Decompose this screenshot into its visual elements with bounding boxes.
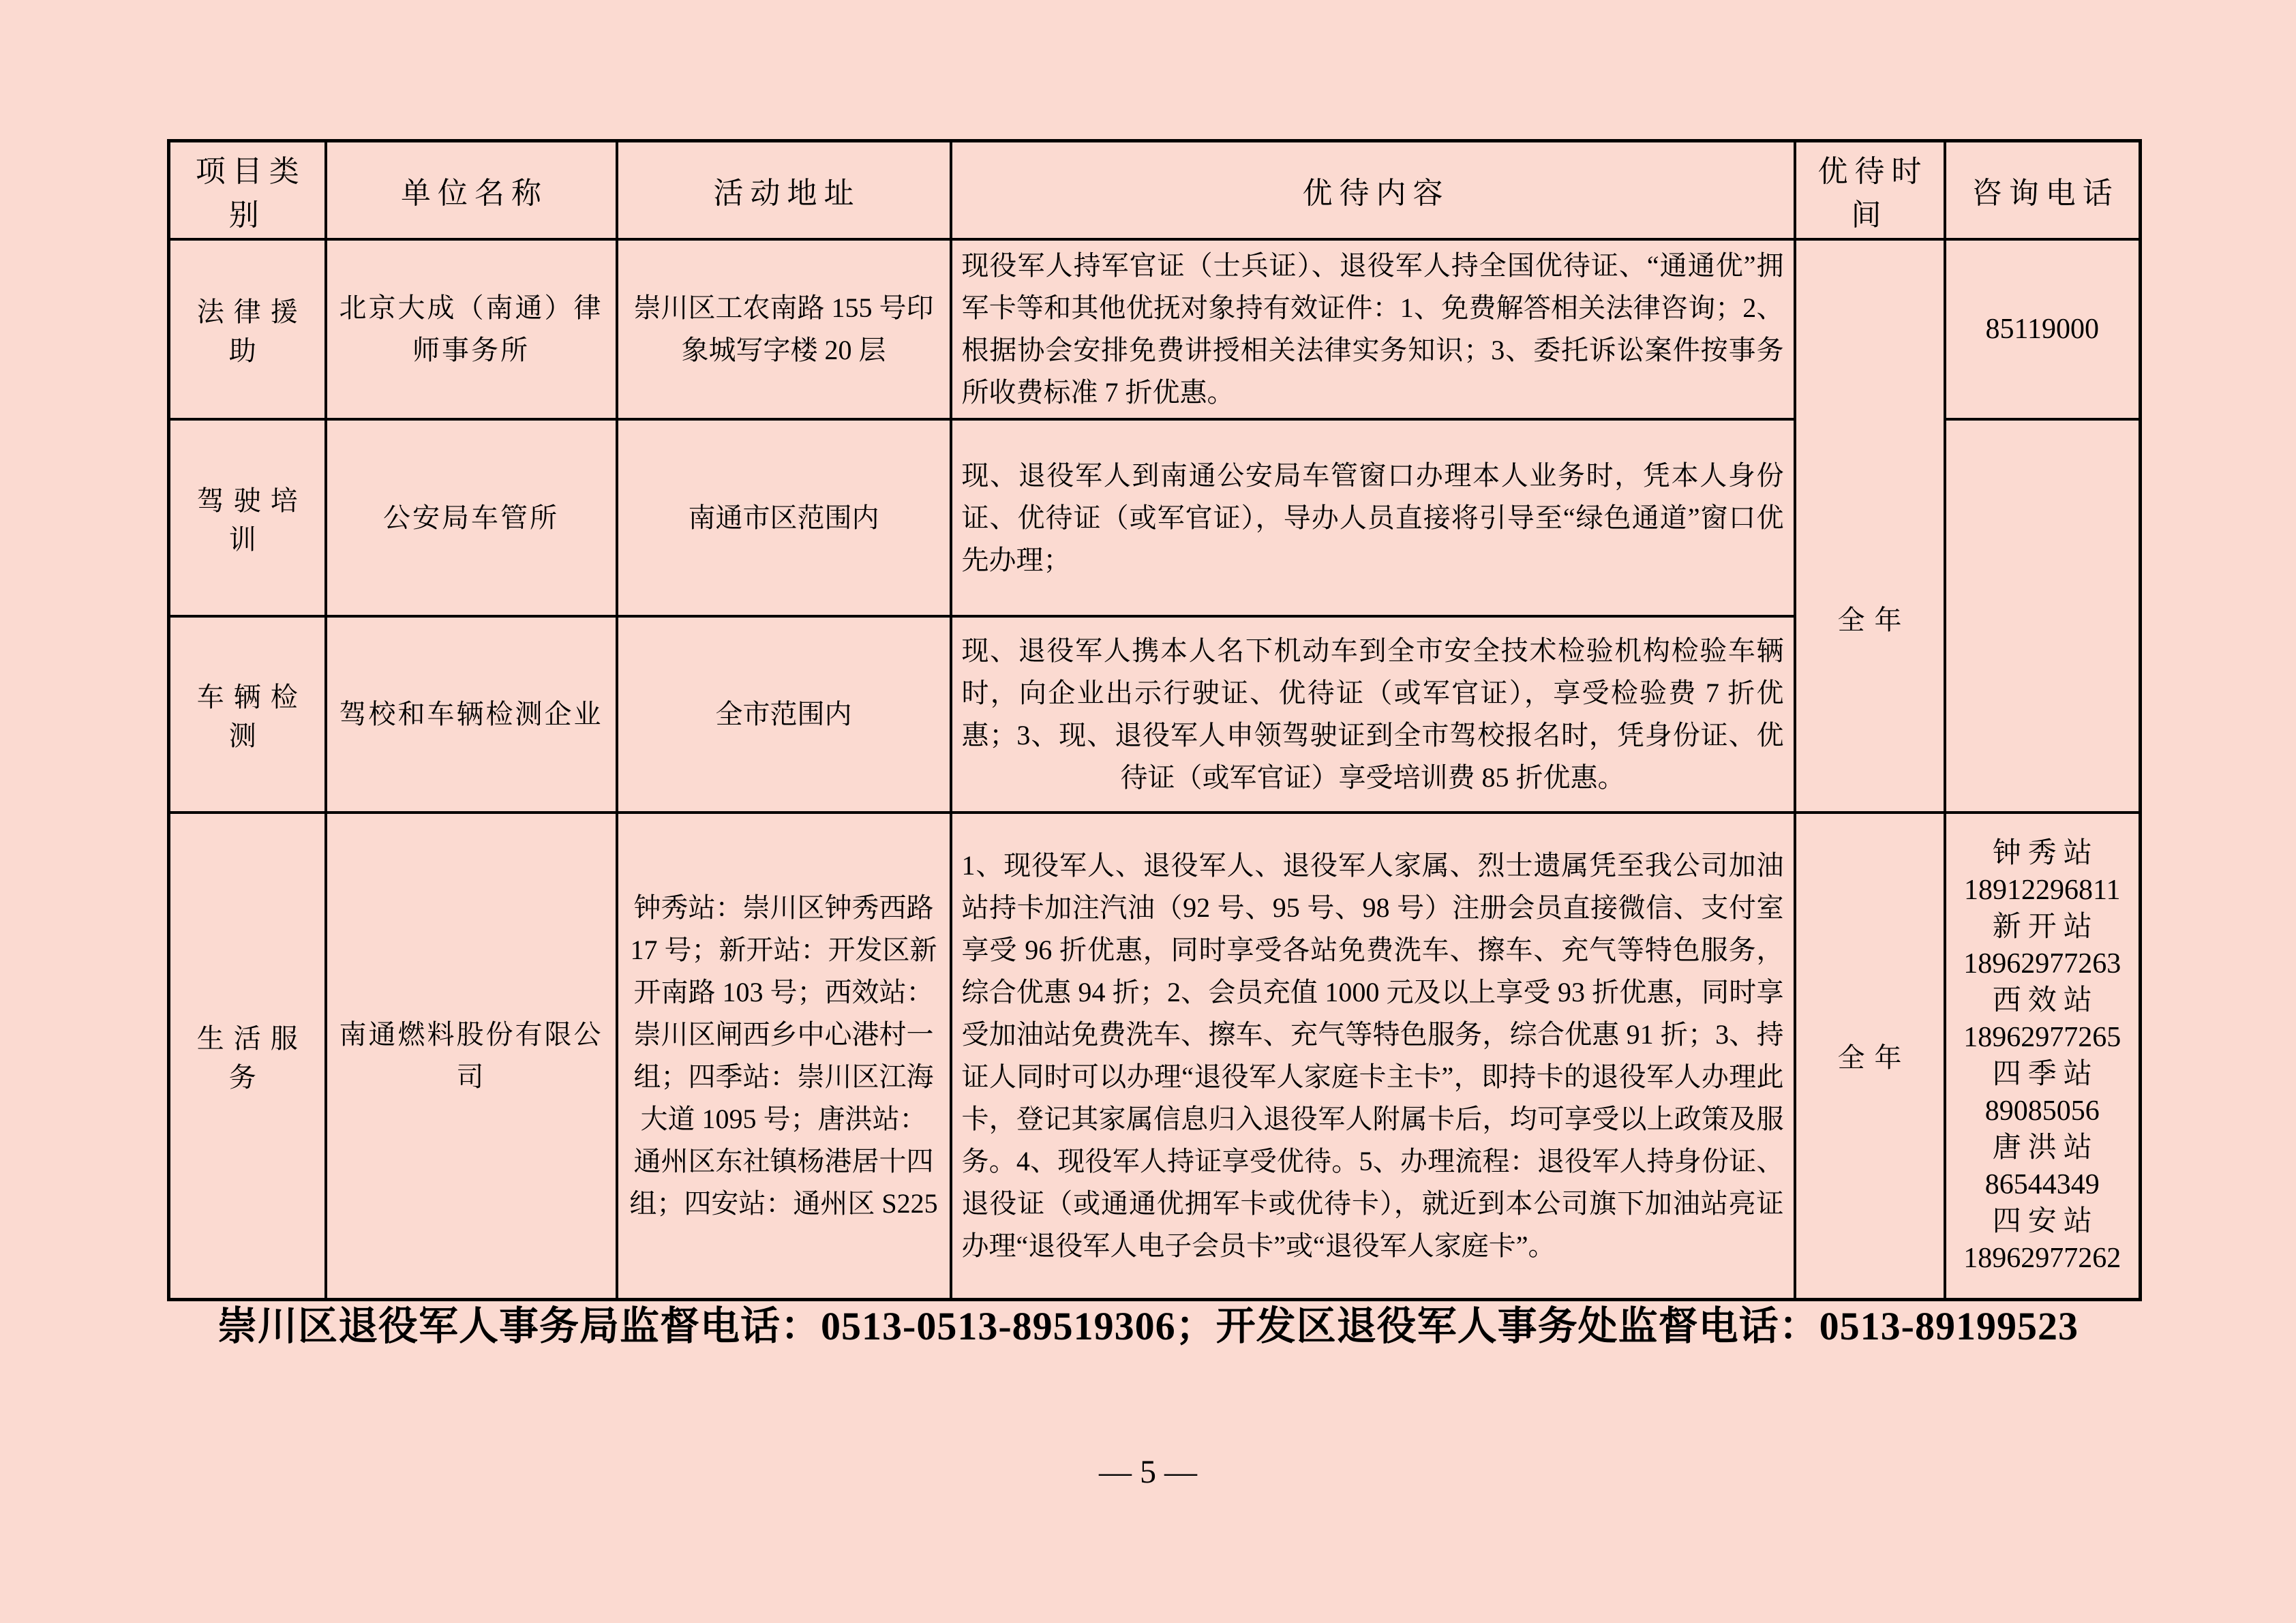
phone-station-label: 新开站 [1992, 911, 2099, 943]
phone-station-label: 钟秀站 [1992, 837, 2099, 869]
phone-station-label: 四安站 [1992, 1205, 2099, 1237]
header-cell-time: 优待时间 [1795, 141, 1945, 240]
header-cell-phone: 咨询电话 [1945, 141, 2141, 240]
cell-r3-content: 现、退役军人携本人名下机动车到全市安全技术检验机构检验车辆时，向企业出示行驶证、优待证（或军官证），享受检验费 7 折优惠；3、现、退役军人申领驾驶证到全市驾校报名时，凭身份证、优待证（或军官证）享受培训费 85 折优惠。 [951, 616, 1795, 813]
header-cell-unit: 单位名称 [326, 141, 617, 240]
cell-r4-unit: 南通燃料股份有限公司 [326, 813, 617, 1299]
cell-merged-time: 全年 [1795, 239, 1945, 813]
cell-r1-address: 崇川区工农南路 155 号印象城写字楼 20 层 [617, 239, 951, 419]
cell-merged-phone-empty [1945, 419, 2141, 813]
cell-r4-category: 生活服务 [169, 813, 326, 1299]
cell-r3-unit: 驾校和车辆检测企业 [326, 616, 617, 813]
cell-r4-phones [1945, 813, 2141, 1299]
header-row [169, 141, 2141, 240]
phone-number: 89085056 [1984, 1095, 2100, 1127]
cell-r4-time: 全年 [1795, 813, 1945, 1299]
cell-r3-address: 全市范围内 [617, 616, 951, 813]
cell-r2-category: 驾驶培训 [169, 419, 326, 616]
header-cell-content: 优待内容 [951, 141, 1795, 240]
cell-r1-content: 现役军人持军官证（士兵证）、退役军人持全国优待证、“通通优”拥军卡等和其他优抚对象持有效证件：1、免费解答相关法律咨询；2、根据协会安排免费讲授相关法律实务知识；3、委托诉讼案件按事务所收费标准 7 折优惠。 [951, 239, 1795, 419]
phone-number: 18962977265 [1963, 1021, 2121, 1053]
phone-number: 18912296811 [1964, 874, 2121, 906]
page-number: — 5 — [1099, 1454, 1197, 1490]
header-cell-category: 项目类别 [169, 141, 326, 240]
phone-number: 86544349 [1984, 1168, 2100, 1200]
cell-r2-address: 南通市区范围内 [617, 419, 951, 616]
supervision-phone-note: 崇川区退役军人事务局监督电话：0513-0513-89519306；开发区退役军人事务处监督电话：0513-89199523 [217, 1304, 2079, 1348]
cell-r4-content: 1、现役军人、退役军人、退役军人家属、烈士遗属凭至我公司加油站持卡加注汽油（92 号、95 号、98 号）注册会员直接微信、支付室享受 96 折优惠，同时享受各站免费洗车、擦车、充气等特色服务，综合优惠 94 折；2、会员充值 1000 元及以上享受 93 折优惠，同时享受加油站免费洗车、擦车、充气等特色服务，综合优惠 91 折；3、持证人同时可以办理“退役军人家庭卡主卡”，即持卡的退役军人办理此卡，登记其家属信息归入退役军人附属卡后，均可享受以上政策及服务。4、现役军人持证享受优待。5、办理流程：退役军人持身份证、退役证（或通通优拥军卡或优待卡），就近到本公司旗下加油站亮证办理“退役军人电子会员卡”或“退役军人家庭卡”。 [951, 813, 1795, 1299]
benefits-table [167, 139, 2142, 1301]
cell-r2-content: 现、退役军人到南通公安局车管窗口办理本人业务时，凭本人身份证、优待证（或军官证），导办人员直接将引导至“绿色通道”窗口优先办理； [951, 419, 1795, 616]
cell-r1-phone: 85119000 [1945, 239, 2141, 419]
phone-number: 18962977263 [1963, 947, 2121, 980]
table-row-life-services [169, 813, 2141, 1299]
table-row-legal-aid [169, 239, 2141, 419]
phone-station-label: 四季站 [1992, 1058, 2099, 1090]
cell-r3-category: 车辆检测 [169, 616, 326, 813]
phone-station-label: 西效站 [1992, 984, 2099, 1016]
phone-station-label: 唐洪站 [1992, 1132, 2099, 1164]
cell-r2-unit: 公安局车管所 [326, 419, 617, 616]
phone-number: 18962977262 [1963, 1242, 2121, 1274]
header-cell-address: 活动地址 [617, 141, 951, 240]
cell-r4-address: 钟秀站：崇川区钟秀西路 17 号；新开站：开发区新开南路 103 号；西效站：崇川区闸西乡中心港村一组；四季站：崇川区江海大道 1095 号；唐洪站：通州区东社镇杨港居十四组；四安站：通州区 S225 [617, 813, 951, 1299]
cell-r1-unit: 北京大成（南通）律师事务所 [326, 239, 617, 419]
cell-r1-category: 法律援助 [169, 239, 326, 419]
